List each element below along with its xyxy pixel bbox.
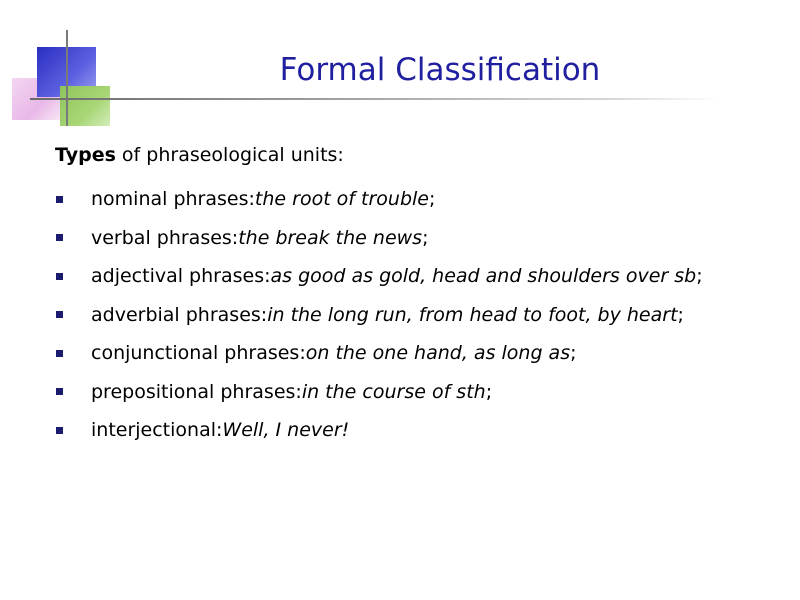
item-example: as good as gold, head and shoulders over sb	[270, 265, 697, 288]
item-example: in the course of sth	[301, 380, 486, 403]
slide-title: Formal Classification	[279, 52, 601, 88]
list-item	[52, 296, 792, 335]
item-label: adjectival phrases:	[91, 265, 271, 288]
item-example: the root of trouble	[254, 188, 429, 211]
square-bullet-icon	[56, 196, 63, 203]
item-example: on the one hand, as long as	[305, 342, 571, 365]
list-item	[52, 411, 792, 450]
item-label: verbal phrases:	[91, 226, 239, 249]
item-end: ;	[696, 265, 703, 288]
intro-line	[55, 144, 344, 166]
item-end: ;	[677, 303, 684, 326]
square-bullet-icon	[56, 311, 63, 318]
list-item	[52, 373, 792, 412]
item-end: ;	[422, 226, 429, 249]
square-bullet-icon	[56, 273, 63, 280]
square-bullet-icon	[56, 388, 63, 395]
decorative-vertical-line	[66, 30, 68, 126]
square-bullet-icon	[56, 350, 63, 357]
item-label: nominal phrases:	[91, 188, 255, 211]
phrase-type-list	[52, 180, 792, 450]
item-example: in the long run, from head to foot, by heart	[267, 303, 678, 326]
item-example: Well, I never!	[222, 419, 350, 442]
list-item	[52, 219, 792, 258]
list-item	[52, 180, 792, 219]
item-label: prepositional phrases:	[91, 380, 302, 403]
title-underline-divider	[30, 98, 720, 100]
square-bullet-icon	[56, 234, 63, 241]
item-example: the break the news	[238, 226, 423, 249]
square-bullet-icon	[56, 427, 63, 434]
item-label: interjectional:	[91, 419, 223, 442]
list-item	[52, 334, 792, 373]
item-label: adverbial phrases:	[91, 303, 268, 326]
item-end: ;	[485, 380, 493, 403]
item-label: conjunctional phrases:	[91, 342, 306, 365]
intro-bold: Types	[55, 144, 116, 166]
item-end: ;	[429, 188, 436, 211]
item-end: ;	[570, 342, 577, 365]
list-item	[52, 257, 792, 296]
intro-rest: of phraseological units:	[115, 144, 344, 166]
